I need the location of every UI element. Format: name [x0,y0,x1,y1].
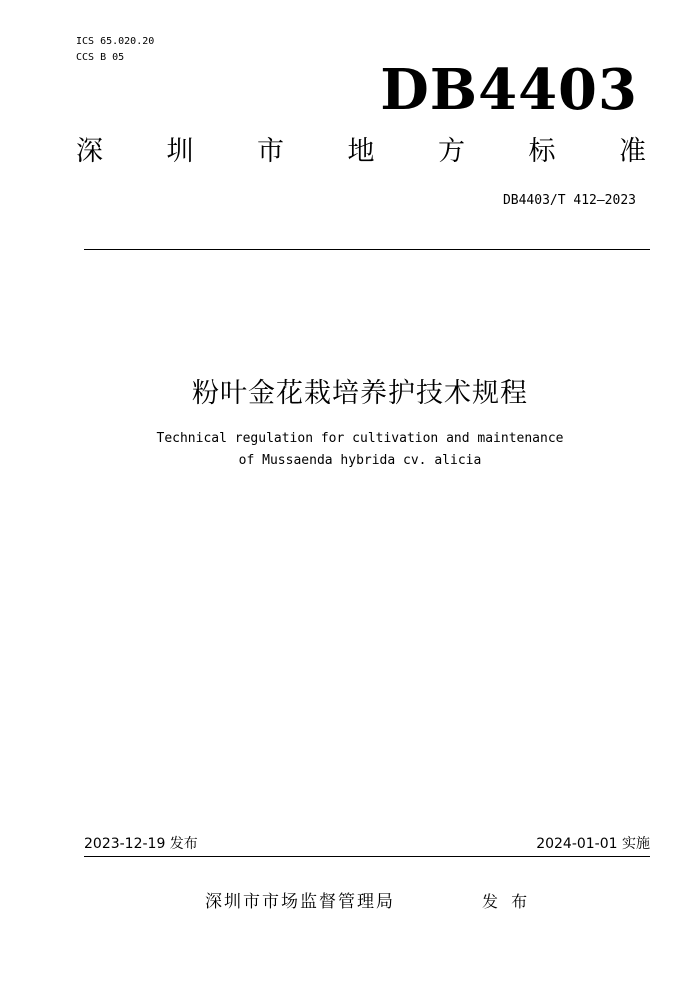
ics-code: ICS 65.020.20 [76,36,155,47]
document-title-chinese: 粉叶金花栽培养护技术规程 [192,378,528,409]
standard-number: DB4403/T 412—2023 [502,193,636,208]
footer-divider [84,856,650,857]
standard-type-char: 标 [528,136,556,167]
standard-type-char: 市 [257,136,284,167]
document-title-english-line1: Technical regulation for cultivation and maintenance [156,431,564,446]
standard-logo: DB4403 [380,57,638,123]
header-divider [84,249,650,250]
ccs-code: CCS B 05 [76,52,125,63]
document-title-english-line2: of Mussaenda hybrida cv. alicia [238,453,482,468]
standard-type-char: 准 [619,136,646,167]
issue-label: 发 布 [482,892,532,911]
standard-type-char: 圳 [166,136,194,167]
issue-date: 2023-12-19 发布 [84,836,198,852]
implementation-date: 2024-01-01 实施 [536,836,650,852]
standard-type-char: 深 [76,136,103,167]
standard-type [76,134,646,170]
standard-type-char: 地 [347,136,375,167]
issuing-authority: 深圳市市场监督管理局 [205,892,395,912]
standard-type-char: 方 [438,136,465,167]
